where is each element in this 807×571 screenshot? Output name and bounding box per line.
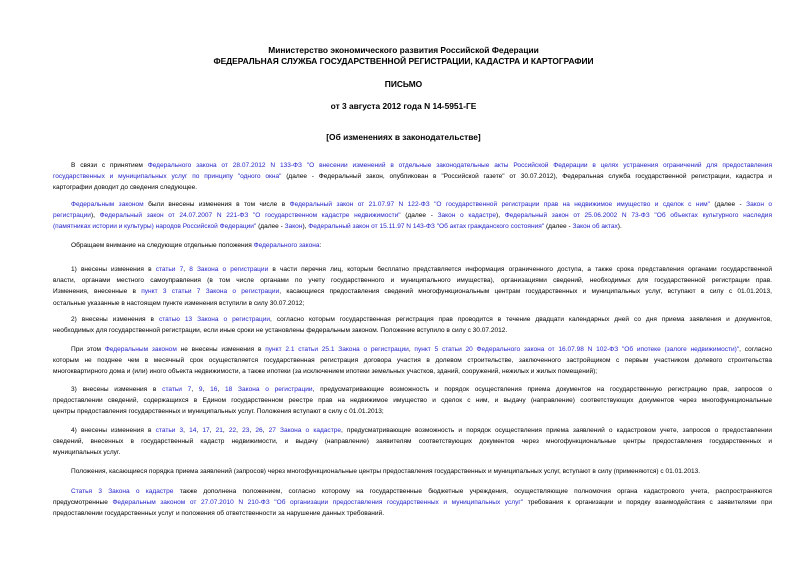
paragraph-line (53, 160, 772, 171)
law-reference-link[interactable]: 17 (202, 427, 210, 434)
paragraph-text: (далее - Федеральный закон, опубликован в "Российской газете" от 30.07.2012), Федеральная служба государственной регистрации, кадастра и (281, 173, 773, 181)
paragraph-line (53, 447, 772, 458)
paragraph-text: муниципальных услуг. (53, 449, 121, 457)
paragraph-line (53, 486, 772, 497)
paragraph-text: , (236, 427, 243, 434)
law-reference-link[interactable]: 16 (210, 386, 218, 393)
paragraph-line (53, 344, 772, 355)
paragraph-text: , (196, 427, 203, 434)
paragraph-line (53, 221, 772, 232)
paragraph-line (53, 384, 772, 395)
paragraph-text: , касающиеся предоставления сведений многофункциональным центрам государственных и муниципальных услуг, вступают в силу с 01.01.2013, (279, 288, 772, 296)
paragraph-line (53, 199, 772, 210)
paragraph-text: ), (496, 212, 505, 220)
law-reference-link[interactable]: 22 (228, 427, 237, 434)
document-subject: [Об изменениях в законодательстве] (326, 132, 481, 142)
paragraph-text: , (183, 427, 190, 434)
paragraph-text: 1) внесены изменения в (71, 266, 156, 273)
paragraph-line (53, 406, 772, 417)
law-reference-link[interactable]: (памятниках истории и культуры) народов Российской Федерации" (53, 223, 257, 231)
paragraph-text: Положения, касающиеся порядка приема заявлений (запросов) через многофункциональные центры предоставления государственных и муниципальных услуг, вступают в силу (применяются) с 01.01.2013. (71, 468, 701, 475)
paragraph (53, 466, 772, 477)
paragraph-text: были внесены изменения в том числе в (143, 201, 290, 208)
paragraph-text: также дополнена положением, согласно которому на государственные бюджетные учреждения, осуществляющие полномочия органа кадастрового учета, распространяются (173, 488, 772, 495)
paragraph-line (53, 466, 772, 477)
service-name: ФЕДЕРАЛЬНАЯ СЛУЖБА ГОСУДАРСТВЕННОЙ РЕГИСТРАЦИИ, КАДАСТРА И КАРТОГРАФИИ (213, 56, 594, 66)
paragraph-text: ). (617, 223, 622, 231)
paragraph-text: , согласно которым государственная регистрация прав проводится в течение двадцати календарных дней со дня приема заявления и документов, (270, 316, 772, 323)
paragraph-text: Изменения, внесенные в (53, 288, 142, 296)
paragraph-line (53, 182, 772, 193)
paragraph-text: (далее - (709, 201, 747, 208)
paragraph-text: многоквартирного дома и (или) иного объекта недвижимости, а также ипотеки (за исключением ипотеки земельных участков, зданий, сооружений, нежилых и жилых помещений); (53, 368, 598, 376)
paragraph-text: , (191, 386, 199, 393)
paragraph (53, 486, 772, 520)
paragraph (53, 199, 772, 233)
law-reference-link[interactable]: пункт 3 статьи 7 Закона о регистрации (141, 288, 280, 296)
paragraph-text: 4) внесены изменения в (71, 427, 156, 434)
paragraph-line (53, 355, 772, 366)
paragraph-text: (далее - (544, 223, 573, 231)
paragraph-text: ), (90, 212, 100, 220)
paragraph-text: , (183, 266, 190, 273)
law-reference-link[interactable]: пункт 2.1 статьи 25.1 Закона о регистрации (265, 346, 409, 353)
law-reference-link[interactable]: статьи 7 (162, 386, 192, 393)
paragraph-text: которым не позднее чем в месячный срок осуществляется государственная регистрация договора участия в долевом строительстве, заключенного застройщиком с первым участником долевого строительства (53, 357, 772, 365)
paragraph-text: , (202, 386, 211, 393)
paragraph-text: предусмотренные (53, 499, 113, 507)
paragraph-text: , предусматривающие возможность и порядок осуществления приема заявлений о кадастровом учете, запросов о предоставлении (340, 427, 773, 434)
law-reference-link[interactable]: Федеральным законом (71, 201, 144, 208)
paragraph-line (53, 497, 772, 508)
law-reference-link[interactable]: статью 13 Закона о регистрации (158, 316, 271, 323)
law-reference-link[interactable]: статьи 3 (155, 427, 184, 434)
paragraph-text: , (217, 386, 226, 393)
paragraph-text: остальные указанные в настоящем пункте изменения вступили в силу 30.07.2012; (53, 299, 305, 307)
paragraph (53, 264, 772, 309)
paragraph-line (53, 286, 772, 297)
paragraph-line (53, 298, 772, 309)
paragraph-line (53, 171, 772, 182)
paragraph-line (53, 240, 772, 251)
paragraph-text: , (408, 346, 415, 353)
paragraph-text: предоставлении сведений, содержащихся в Едином государственном реестре прав на недвижимое имущество и сделок с ним, и выдачу (направление) соответствующих документов через многофункциональные (53, 397, 772, 405)
paragraph-line (53, 436, 772, 447)
paragraph-text: центры предоставления государственных и муниципальных услуг. Положения вступают в силу с 01.01.2013; (53, 408, 384, 416)
paragraph-text: (далее - (256, 223, 285, 231)
paragraph-text: (далее - (400, 212, 438, 220)
law-reference-link[interactable]: государственных и муниципальных услуг по принципу "одного окна" (53, 173, 282, 181)
paragraph-line (53, 325, 772, 336)
ministry-name: Министерство экономического развития Российской Федерации (268, 45, 539, 55)
paragraph (53, 384, 772, 418)
paragraph-text: ), (302, 223, 309, 231)
law-reference-link[interactable]: 18 Закона о регистрации (225, 386, 313, 393)
law-reference-link[interactable]: Закон (284, 223, 303, 231)
law-reference-link[interactable]: Федерального закона (253, 242, 320, 249)
law-reference-link[interactable]: Статья 3 Закона о кадастре (71, 488, 174, 495)
paragraph (53, 425, 772, 459)
paragraph (53, 344, 772, 378)
paragraph-text: требования к организации и порядку взаимодействия с заявителями при (523, 499, 773, 507)
paragraph-text: не внесены изменения в (176, 346, 266, 353)
law-reference-link[interactable]: Закон о (746, 201, 772, 208)
law-reference-link[interactable]: Закон об актах (572, 223, 618, 231)
paragraph-text: в части перечня лиц, которым бесплатно представляется информация ограниченного доступа, а также срока представления органами государственной (268, 266, 772, 273)
paragraph-text: : (319, 242, 322, 249)
law-reference-link[interactable]: Федеральным законом (104, 346, 177, 353)
law-reference-link[interactable]: Федеральный закон от 15.11.97 N 143-ФЗ "Об актах гражданского состояния" (308, 223, 545, 231)
law-reference-link[interactable]: 9 (198, 386, 203, 393)
law-reference-link[interactable]: статьи 7 (155, 266, 184, 273)
paragraph-text: При этом (71, 346, 105, 353)
document-date-number: от 3 августа 2012 года N 14-5951-ГЕ (330, 101, 477, 111)
paragraph-line (53, 314, 772, 325)
law-reference-link[interactable]: 27 Закона о кадастре (268, 427, 341, 434)
law-reference-link[interactable]: Федеральный закон от 24.07.2007 N 221-ФЗ "О государственном кадастре недвижимости" (99, 212, 401, 220)
law-reference-link[interactable]: пункт 5 статьи 20 Федерального закона от 16.07.98 N 102-ФЗ "Об ипотеке (залоге недвижимости)" (414, 346, 740, 353)
law-reference-link[interactable]: 26 (255, 427, 263, 434)
law-reference-link[interactable]: регистрации (53, 212, 91, 220)
paragraph-text: 2) внесены изменения в (71, 316, 159, 323)
paragraph-line (53, 210, 772, 221)
paragraph-text: , согласно (739, 346, 772, 353)
paragraph-text: власти, органами местного самоуправления (в том числе органами по учету государственного и муниципального имущества), организациями сведений, необходимых для государственной регистрации прав. (53, 277, 772, 285)
law-reference-link[interactable]: 23 (242, 427, 250, 434)
paragraph-text: В связи с принятием (71, 162, 148, 169)
law-reference-link[interactable]: 21 (215, 427, 223, 434)
paragraph-line (53, 425, 772, 436)
law-reference-link[interactable]: Закон о кадастре (437, 212, 497, 220)
paragraph-text: , (222, 427, 229, 434)
paragraph-text: , (209, 427, 216, 434)
law-reference-link[interactable]: Федеральный закон от 25.06.2002 N 73-ФЗ "Об объектах культурного наследия (504, 212, 772, 220)
paragraph-text: Обращаем внимание на следующие отдельные положения (71, 242, 254, 249)
paragraph-text: сведений, внесенных в государственный кадастр недвижимости, и выдачу (направление) заявителям соответствующих документов через многофункциональные центры предоставления государственных и (53, 438, 772, 446)
paragraph-text: необходимых для государственной регистрации, если иные сроки не установлены федеральным законом. Положение вступило в силу с 30.07.2012. (53, 327, 508, 335)
law-reference-link[interactable]: 8 Закона о регистрации (189, 266, 269, 273)
paragraph-line (53, 508, 772, 519)
paragraph-text: , (262, 427, 269, 434)
paragraph (53, 160, 772, 194)
paragraph-line (53, 395, 772, 406)
document-type: ПИСЬМО (384, 79, 423, 89)
law-reference-link[interactable]: 14 (189, 427, 197, 434)
paragraph-line (53, 275, 772, 286)
paragraph-text: предоставлении государственных услуг и положения об ответственности за нарушение данных требований. (53, 510, 385, 518)
paragraph (53, 240, 772, 251)
paragraph-line (53, 366, 772, 377)
paragraph (53, 314, 772, 336)
paragraph-line (53, 264, 772, 275)
paragraph-text: картографии доводит до сведения следующее. (53, 184, 198, 192)
paragraph-text: 3) внесены изменения в (71, 386, 163, 393)
paragraph-text: , предусматривающие возможность и порядок осуществления приема документов на государственную регистрацию прав, запросов о (312, 386, 772, 393)
law-reference-link[interactable]: Федеральный закон от 21.07.97 N 122-ФЗ "О государственной регистрации прав на недвижимое имущество и сделок с ним" (289, 201, 710, 208)
law-reference-link[interactable]: Федерального закона от 28.07.2012 N 133-ФЗ "О внесении изменений в отдельные законодательные акты Российской Федерации в целях устранения ограничений для предоставления (147, 162, 772, 169)
paragraph-text: , (249, 427, 256, 434)
law-reference-link[interactable]: Федеральным законом от 27.07.2010 N 210-ФЗ "Об организации предоставления государственных и муниципальных услуг" (112, 499, 524, 507)
